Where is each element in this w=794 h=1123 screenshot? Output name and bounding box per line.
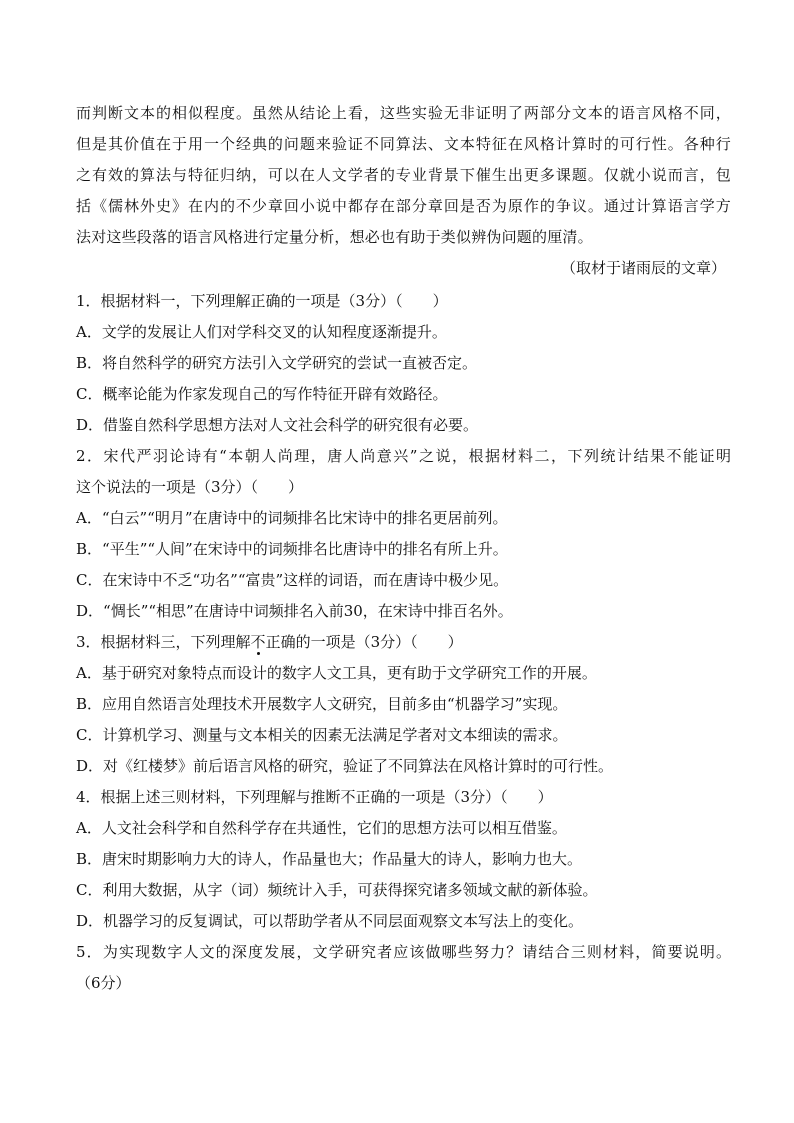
- passage-source: （取材于诸雨辰的文章）: [560, 259, 726, 277]
- option-c: C．在宋诗中不乏“功名”“富贵”这样的词语，而在唐诗中极少见。: [76, 571, 509, 589]
- passage-line: 括《儒林外史》在内的不少章回小说中都存在部分章回是否为原作的争议。通过计算语言学方: [76, 197, 731, 215]
- option-d: D．对《红楼梦》前后语言风格的研究，验证了不同算法在风格计算时的可行性。: [76, 757, 614, 775]
- option-c: C．计算机学习、测量与文本相关的因素无法满足学者对文本细读的需求。: [76, 726, 568, 744]
- passage-line: 但是其价值在于用一个经典的问题来验证不同算法、文本特征在风格计算时的可行性。各种行: [76, 135, 731, 153]
- question-5: [76, 937, 731, 999]
- option-a: A．文学的发展让人们对学科交叉的认知程度逐渐提升。: [76, 323, 447, 341]
- reading-passage: [76, 98, 731, 253]
- option-c: C．利用大数据，从字（词）频统计入手，可获得探究诸多领域文献的新体验。: [76, 881, 598, 899]
- stem-text: 3．根据材料三，下列理解: [76, 633, 251, 651]
- question-score: （6分）: [76, 974, 131, 992]
- question-2: [76, 441, 731, 627]
- option-b: B．应用自然语言处理技术开展数字人文研究，目前多由“机器学习”实现。: [76, 695, 568, 713]
- option-b: B．将自然科学的研究方法引入文学研究的尝试一直被否定。: [76, 354, 478, 372]
- question-4: [76, 782, 731, 937]
- question-1: [76, 286, 731, 441]
- option-b: B．“平生”“人间”在宋诗中的词频排名比唐诗中的排名有所上升。: [76, 540, 508, 558]
- option-d: D．借鉴自然科学思想方法对人文社会科学的研究很有必要。: [76, 416, 479, 434]
- emphasis-mark: 不: [250, 633, 266, 651]
- stem-text: 正确的一项是（3分）（ ）: [265, 633, 463, 651]
- question-stem: 4．根据上述三则材料，下列理解与推断不正确的一项是（3分）（ ）: [76, 788, 553, 806]
- option-a: A．“白云”“明月”在唐诗中的词频排名比宋诗中的排名更居前列。: [76, 509, 508, 527]
- question-3: [76, 627, 731, 782]
- passage-line: 而判断文本的相似程度。虽然从结论上看，这些实验无非证明了两部分文本的语言风格不同，: [76, 104, 731, 122]
- option-d: D．机器学习的反复调试，可以帮助学者从不同层面观察文本写法上的变化。: [76, 912, 584, 930]
- passage-line: 法对这些段落的语言风格进行定量分析，想必也有助于类似辨伪问题的厘清。: [76, 228, 593, 246]
- option-c: C．概率论能为作家发现自己的写作特征开辟有效路径。: [76, 385, 448, 403]
- question-stem: 5．为实现数字人文的深度发展，文学研究者应该做哪些努力？请结合三则材料，简要说明。: [76, 943, 731, 961]
- question-stem-continued: 这个说法的一项是（3分）（ ）: [76, 478, 304, 496]
- option-a: A．基于研究对象特点而设计的数字人文工具，更有助于文学研究工作的开展。: [76, 664, 597, 682]
- question-stem: 1．根据材料一，下列理解正确的一项是（3分）（ ）: [76, 292, 448, 310]
- question-list: [76, 286, 731, 999]
- question-stem: 2．宋代严羽论诗有“本朝人尚理，唐人尚意兴”之说，根据材料二，下列统计结果不能证明: [76, 447, 731, 465]
- option-d: D．“惆长”“相思”在唐诗中词频排名入前30，在宋诗中排百名外。: [76, 602, 513, 620]
- question-stem: [76, 627, 731, 658]
- passage-line: 之有效的算法与特征归纳，可以在人文学者的专业背景下催生出更多课题。仅就小说而言，包: [76, 166, 731, 184]
- option-b: B．唐宋时期影响力大的诗人，作品量也大；作品量大的诗人，影响力也大。: [76, 850, 583, 868]
- option-a: A．人文社会科学和自然科学存在共通性，它们的思想方法可以相互借鉴。: [76, 819, 567, 837]
